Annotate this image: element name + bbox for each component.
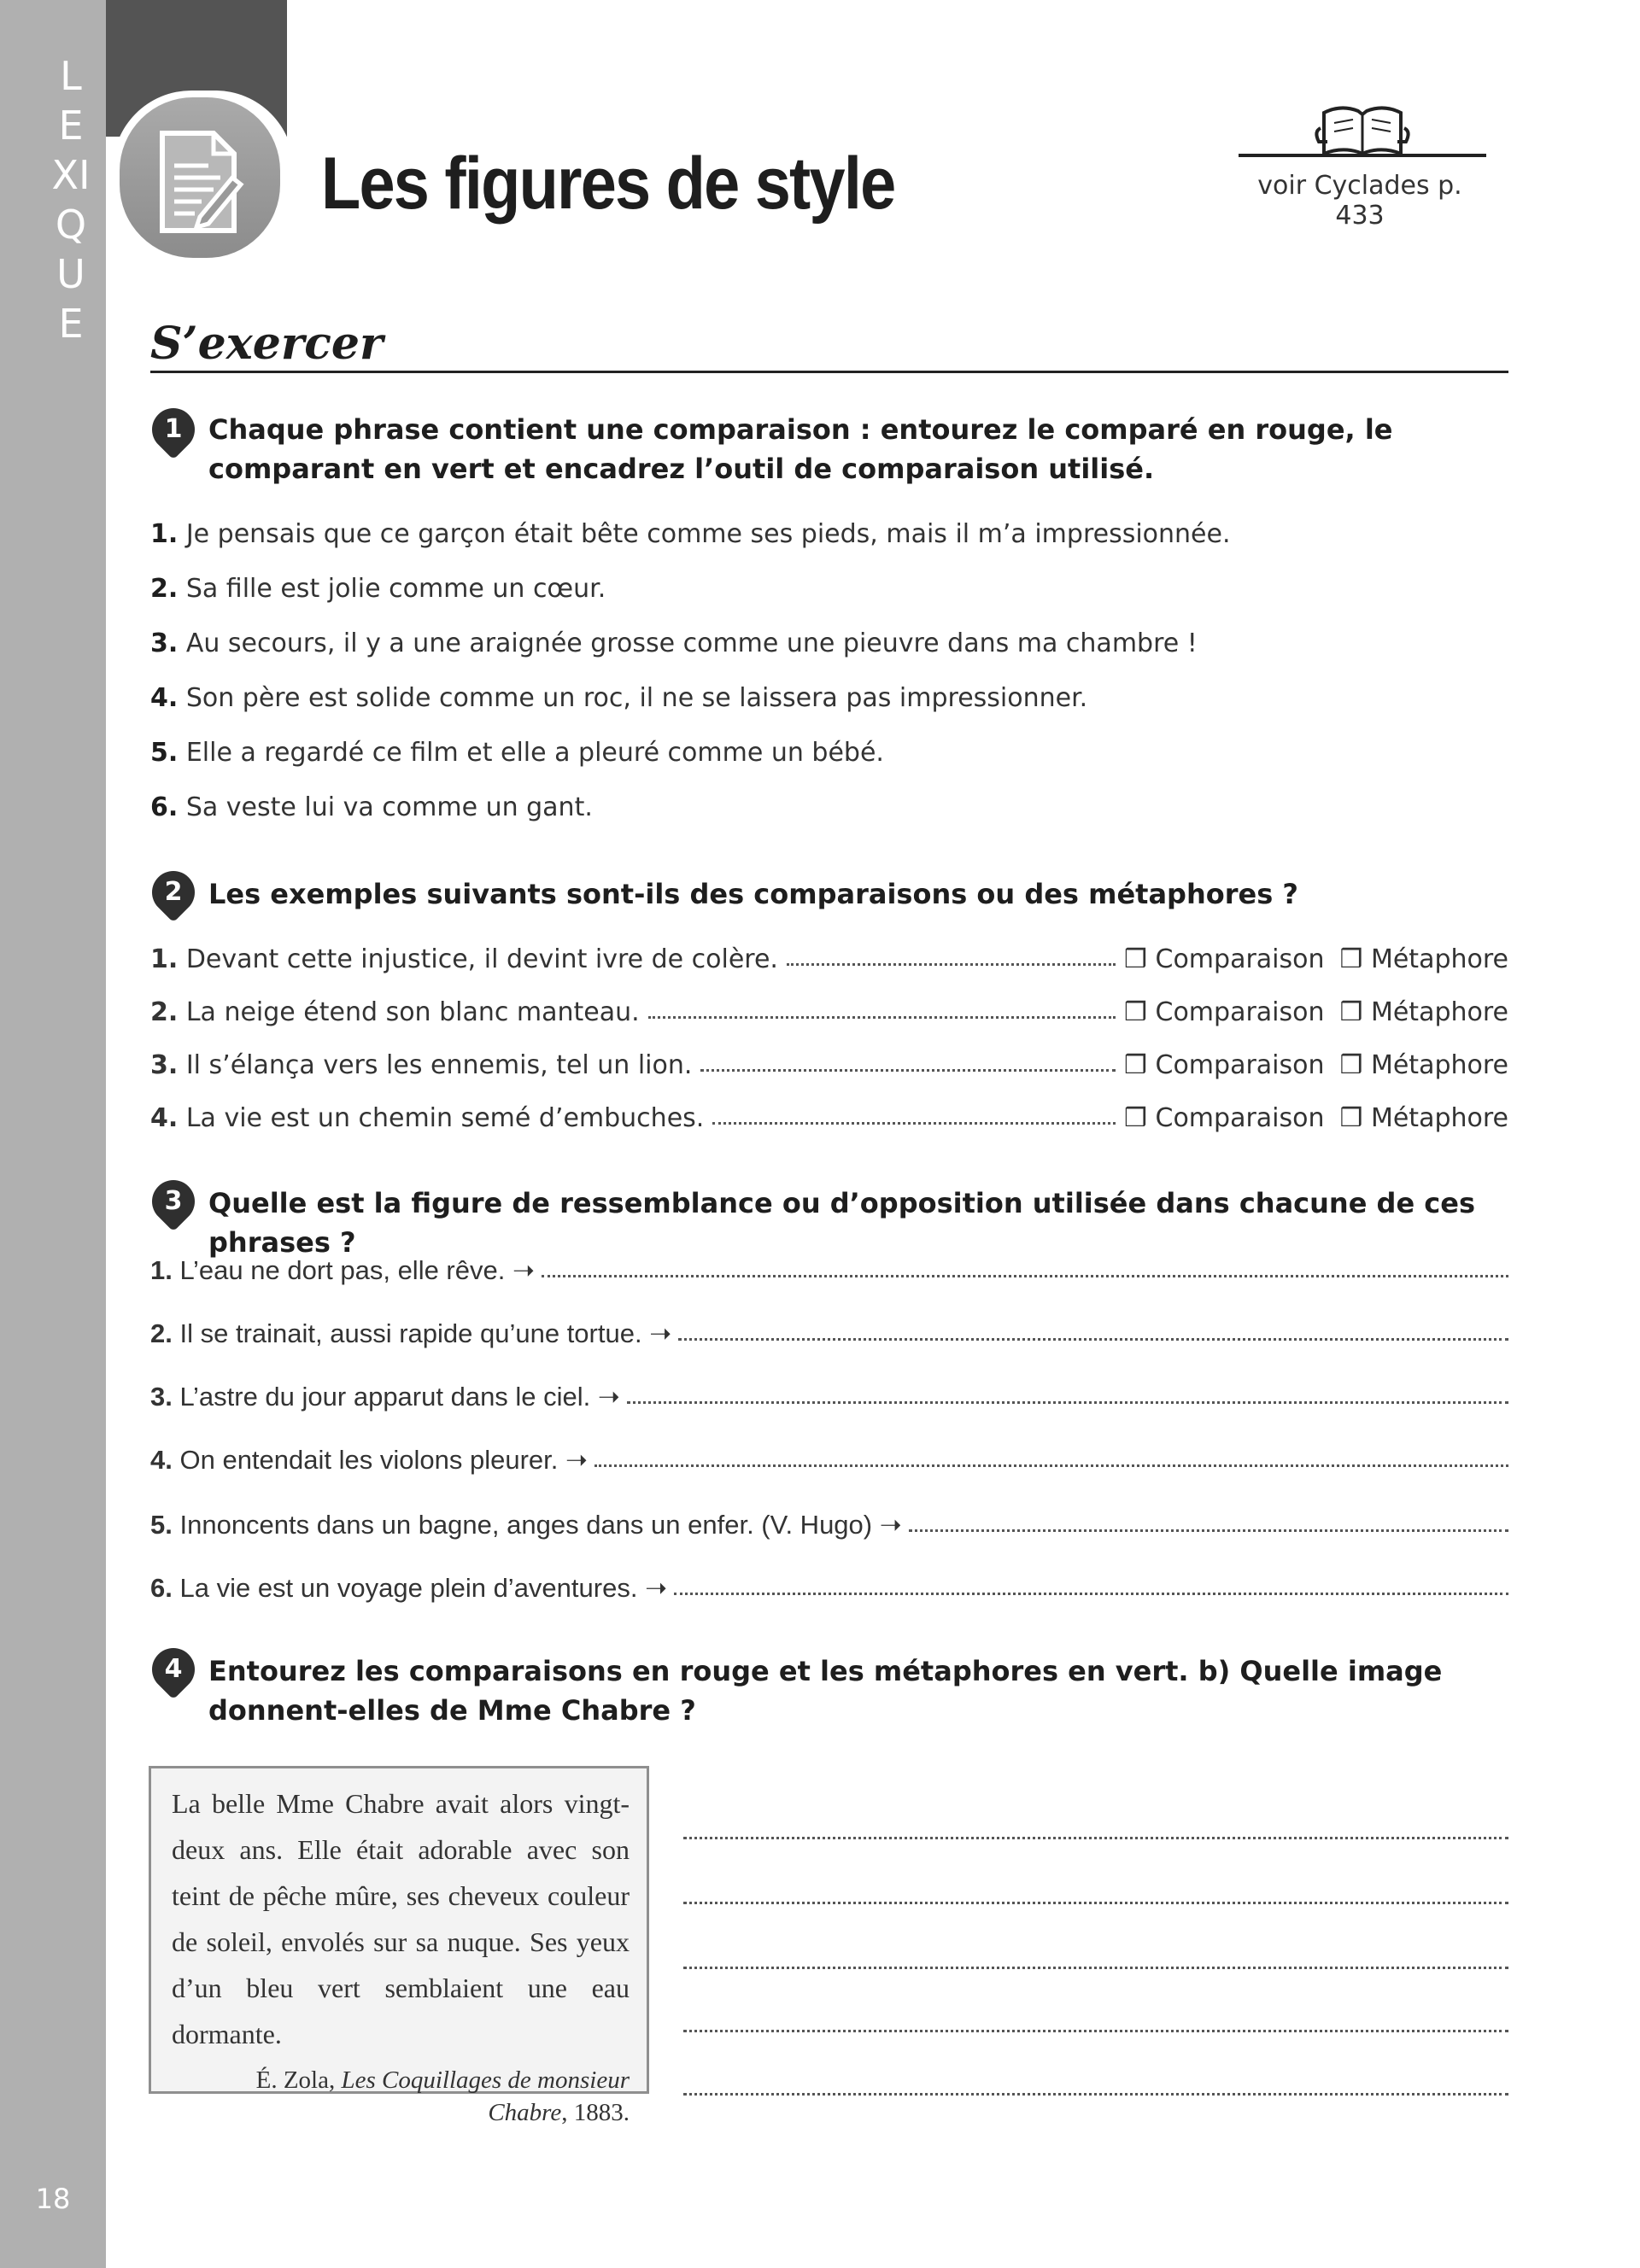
exercise-3-item-6: 6. La vie est un voyage plein d’aventures. ➝ [150, 1573, 1508, 1604]
arrow-icon: ➝ [645, 1573, 668, 1603]
option-metaphore-checkbox[interactable]: ❒ Métaphore [1339, 997, 1508, 1027]
quote-source: É. Zola, Les Coquillages de monsieur Chabre, 1883. [255, 2066, 630, 2126]
exercise-3-item-2: 2. Il se trainait, aussi rapide qu’une tortue. ➝ [150, 1318, 1508, 1349]
exercise-1-item-4: 4. Son père est solide comme un roc, il ne se laissera pas impressionner. [150, 683, 1088, 713]
exercise-2-item-1: 1. Devant cette injustice, il devint ivre de colère. ❒ Comparaison ❒ Métaphore [150, 944, 1508, 974]
exercise-4-number: 4 [144, 1640, 204, 1700]
answer-line-5[interactable] [683, 2092, 1508, 2096]
sidebar-label: LEXIQUE [51, 53, 91, 347]
exercise-3-item-5: 5. Innoncents dans un bagne, anges dans un enfer. (V. Hugo) ➝ [150, 1510, 1508, 1540]
exercise-1-instruction: Chaque phrase contient une comparaison : entourez le comparé en rouge, le comparant en vert et encadrez l’outil de comparaison utilisé. [208, 413, 1393, 485]
option-comparaison-checkbox[interactable]: ❒ Comparaison [1124, 1103, 1325, 1133]
exercise-3-instruction: Quelle est la figure de ressemblance ou d’opposition utilisée dans chacune de ces phrases ? [208, 1187, 1475, 1259]
answer-field[interactable] [674, 1592, 1508, 1595]
zola-quote-box [149, 1766, 649, 2126]
section-rule [150, 371, 1508, 373]
arrow-icon: ➝ [597, 1382, 620, 1412]
exercise-2-instruction: Les exemples suivants sont-ils des comparaisons ou des métaphores ? [208, 878, 1298, 910]
exercise-3-item-3: 3. L’astre du jour apparut dans le ciel. ➝ [150, 1382, 1508, 1412]
doc-badge [113, 91, 294, 272]
exercise-2-item-4: 4. La vie est un chemin semé d’embuches. ❒ Comparaison ❒ Métaphore [150, 1103, 1508, 1133]
option-metaphore-checkbox[interactable]: ❒ Métaphore [1339, 1050, 1508, 1080]
arrow-icon: ➝ [565, 1445, 588, 1475]
exercise-2-item-3: 3. Il s’élança vers les ennemis, tel un lion. ❒ Comparaison ❒ Métaphore [150, 1050, 1508, 1080]
open-book-reading-icon [1239, 94, 1486, 166]
quote-text: La belle Mme Chabre avait alors vingt-deux ans. Elle était adorable avec son teint de pêche mûre, ses cheveux couleur de soleil, envolés sur sa nuque. Ses yeux d’un bleu vert semblaient une eau dormante. [172, 1788, 630, 2049]
arrow-icon: ➝ [512, 1255, 535, 1285]
answer-field[interactable] [594, 1464, 1508, 1467]
answer-line-1[interactable] [683, 1836, 1508, 1839]
exercise-1-number: 1 [144, 400, 204, 460]
exercise-4-instruction: Entourez les comparaisons en rouge et les métaphores en vert. b) Quelle image donnent-elles de Mme Chabre ? [208, 1655, 1443, 1727]
exercise-2-item-2: 2. La neige étend son blanc manteau. ❒ Comparaison ❒ Métaphore [150, 997, 1508, 1027]
exercise-2-number: 2 [144, 862, 204, 923]
arrow-icon: ➝ [649, 1318, 672, 1348]
answer-field[interactable] [627, 1400, 1508, 1404]
answer-line-4[interactable] [683, 2029, 1508, 2032]
cyclades-reference: voir Cyclades p. 433 [1257, 171, 1462, 231]
exercise-1-item-1: 1. Je pensais que ce garçon était bête comme ses pieds, mais il m’a impressionnée. [150, 519, 1231, 549]
exercise-1-item-5: 5. Elle a regardé ce film et elle a pleuré comme un bébé. [150, 738, 884, 768]
answer-field[interactable] [909, 1529, 1508, 1532]
option-metaphore-checkbox[interactable]: ❒ Métaphore [1339, 944, 1508, 974]
arrow-icon: ➝ [879, 1510, 902, 1540]
exercise-3-item-1: 1. L’eau ne dort pas, elle rêve. ➝ [150, 1255, 1508, 1286]
exercise-1-item-6: 6. Sa veste lui va comme un gant. [150, 792, 593, 822]
option-comparaison-checkbox[interactable]: ❒ Comparaison [1124, 1050, 1325, 1080]
answer-line-2[interactable] [683, 1901, 1508, 1904]
answer-line-3[interactable] [683, 1966, 1508, 1969]
document-pencil-icon [120, 97, 280, 258]
sidebar [0, 0, 106, 2268]
exercise-3-item-4: 4. On entendait les violons pleurer. ➝ [150, 1445, 1508, 1476]
exercise-1-item-2: 2. Sa fille est jolie comme un cœur. [150, 574, 606, 604]
answer-field[interactable] [678, 1337, 1508, 1341]
page-number: 18 [35, 2183, 71, 2215]
page-title: Les figures de style [321, 143, 895, 225]
option-metaphore-checkbox[interactable]: ❒ Métaphore [1339, 1103, 1508, 1133]
section-heading: S’exercer [150, 318, 384, 370]
exercise-1-item-3: 3. Au secours, il y a une araignée grosse comme une pieuvre dans ma chambre ! [150, 628, 1198, 658]
exercise-3-number: 3 [144, 1172, 204, 1232]
answer-field[interactable] [542, 1274, 1508, 1277]
option-comparaison-checkbox[interactable]: ❒ Comparaison [1124, 944, 1325, 974]
option-comparaison-checkbox[interactable]: ❒ Comparaison [1124, 997, 1325, 1027]
